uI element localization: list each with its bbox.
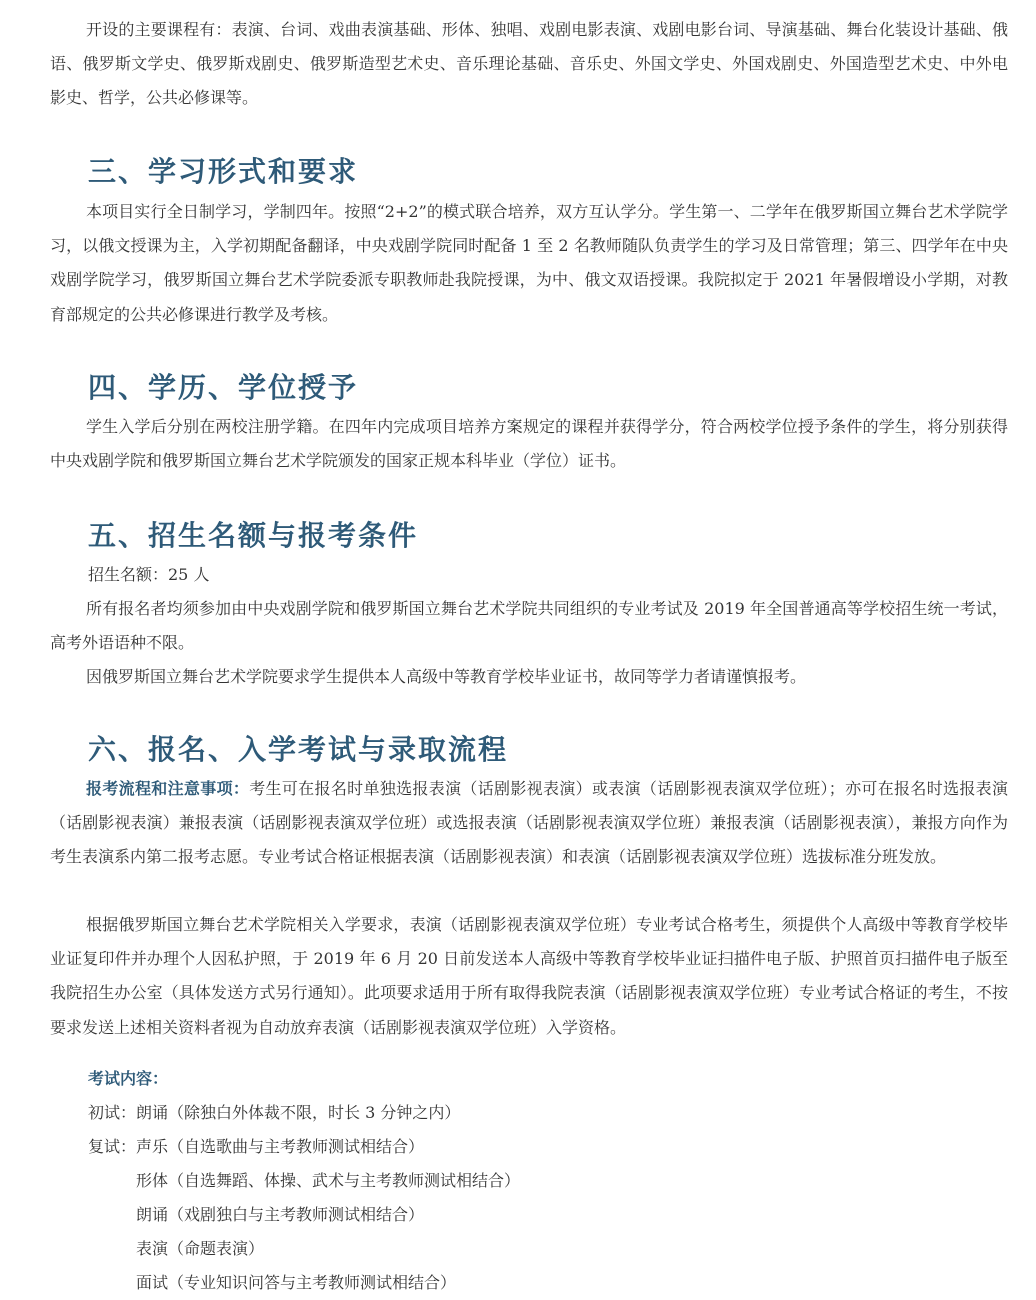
section-5-heading: 五、招生名额与报考条件	[88, 519, 419, 552]
section-4-body: 学生入学后分别在两校注册学籍。在四年内完成项目培养方案规定的课程并获得学分，符合两校学位授予条件的学生，将分别获得中央戏剧学院和俄罗斯国立舞台艺术学院颁发的国家正规本科毕业（学位）证书。	[50, 417, 1008, 471]
section-3-body: 本项目实行全日制学习，学制四年。按照“2+2”的模式联合培养，双方互认学分。学生第一、二学年在俄罗斯国立舞台艺术学院学习，以俄文授课为主，入学初期配备翻译，中央戏剧学院同时配备 1 至 2 名教师随队负责学生的学习及日常管理；第三、四学年在中央戏剧学院学习，俄罗斯国立舞台艺术学院委派专职教师赴我院授课，为中、俄文双语授课。我院拟定于 2021 年暑假增设小学期，对教育部规定的公共必修课进行教学及考核。	[50, 202, 1008, 324]
exam-item-recitation: 朗诵（戏剧独白与主考教师测试相结合）	[136, 1205, 425, 1224]
exam-item-preliminary: 初试：朗诵（除独白外体裁不限，时长 3 分钟之内）	[88, 1103, 461, 1122]
section-6-process-paragraph	[50, 772, 1008, 875]
section-3-heading: 三、学习形式和要求	[88, 155, 359, 188]
enrollment-quota: 招生名额：25 人	[88, 565, 210, 584]
section-6-paragraph-2: 根据俄罗斯国立舞台艺术学院相关入学要求，表演（话剧影视表演双学位班）专业考试合格考生，须提供个人高级中等教育学校毕业证复印件并办理个人因私护照，于 2019 年 6 月 20 日前发送本人高级中等教育学校毕业证扫描件电子版、护照首页扫描件电子版至我院招生办公室（具体发送方式另行通知）。此项要求适用于所有取得我院表演（话剧影视表演双学位班）专业考试合格证的考生，不按要求发送上述相关资料者视为自动放弃表演（话剧影视表演双学位班）入学资格。	[50, 915, 1008, 1037]
process-label: 报考流程和注意事项：	[86, 779, 250, 798]
exam-item-physique: 形体（自选舞蹈、体操、武术与主考教师测试相结合）	[136, 1171, 521, 1190]
courses-paragraph: 开设的主要课程有：表演、台词、戏曲表演基础、形体、独唱、戏剧电影表演、戏剧电影台词、导演基础、舞台化装设计基础、俄语、俄罗斯文学史、俄罗斯戏剧史、俄罗斯造型艺术史、音乐理论基础、音乐史、外国文学史、外国戏剧史、外国造型艺术史、中外电影史、哲学，公共必修课等。	[50, 20, 1008, 108]
exam-item-interview: 面试（专业知识问答与主考教师测试相结合）	[136, 1273, 457, 1292]
exam-content-label: 考试内容：	[88, 1069, 169, 1088]
section-6-heading: 六、报名、入学考试与录取流程	[88, 733, 509, 766]
section-5-paragraph-1: 所有报名者均须参加由中央戏剧学院和俄罗斯国立舞台艺术学院共同组织的专业考试及 2019 年全国普通高等学校招生统一考试，高考外语语种不限。	[50, 599, 1008, 653]
section-4-heading: 四、学历、学位授予	[88, 371, 359, 404]
process-body: 考生可在报名时单独选报表演（话剧影视表演）或表演（话剧影视表演双学位班）；亦可在报名时选报表演（话剧影视表演）兼报表演（话剧影视表演双学位班）或选报表演（话剧影视表演双学位班）兼报表演（话剧影视表演），兼报方向作为考生表演系内第二报考志愿。专业考试合格证根据表演（话剧影视表演）和表演（话剧影视表演双学位班）选拔标准分班发放。	[50, 779, 1008, 867]
exam-item-acting: 表演（命题表演）	[136, 1239, 265, 1258]
section-5-paragraph-2: 因俄罗斯国立舞台艺术学院要求学生提供本人高级中等教育学校毕业证书，故同等学力者请谨慎报考。	[86, 667, 807, 686]
exam-item-retest-vocal: 复试：声乐（自选歌曲与主考教师测试相结合）	[88, 1137, 425, 1156]
